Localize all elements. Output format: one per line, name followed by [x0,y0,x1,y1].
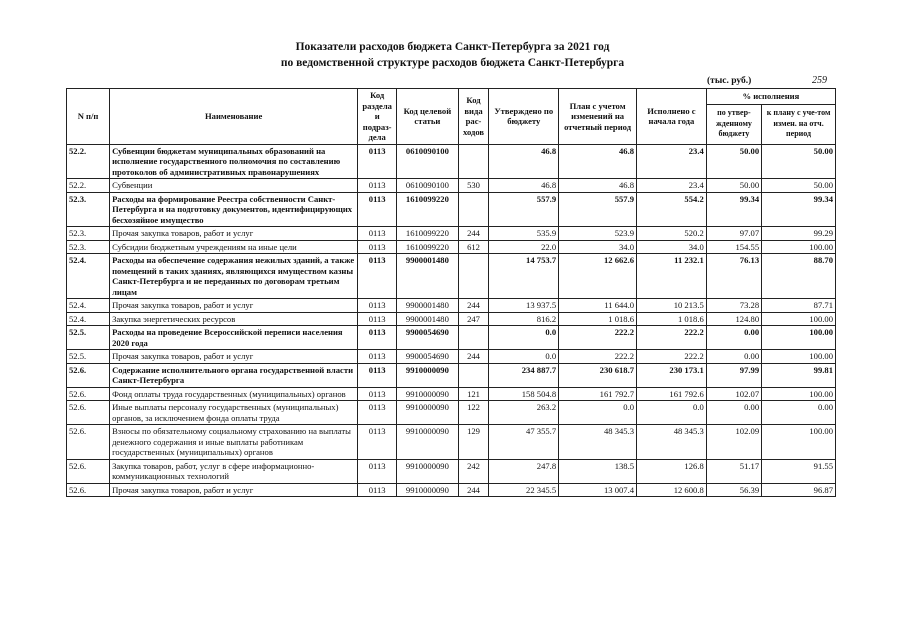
row-num: 52.6. [67,425,110,460]
row-name: Фонд оплаты труда государственных (муниципальных) органов [110,387,358,401]
row-executed: 161 792.6 [637,387,707,401]
row-plan: 222.2 [559,326,637,350]
row-approved: 247.8 [489,459,559,483]
row-type: 121 [458,387,489,401]
row-article: 0610090100 [397,179,459,193]
row-num: 52.4. [67,254,110,299]
row-plan: 161 792.7 [559,387,637,401]
table-row [67,401,836,425]
row-pct-approved: 73.28 [706,299,761,313]
row-type: 242 [458,459,489,483]
row-pct-approved: 0.00 [706,350,761,364]
row-num: 52.4. [67,299,110,313]
row-name: Взносы по обязательному социальному страхованию на выплаты денежного содержания и иные выплаты работникам государственных (муниципальных) органов [110,425,358,460]
row-name: Содержание исполнительного органа государственной власти Санкт-Петербурга [110,363,358,387]
page-title-line2: по ведомственной структуре расходов бюджета Санкт-Петербурга [280,57,625,69]
row-num: 52.5. [67,350,110,364]
row-article: 1610099220 [397,240,459,254]
row-pct-approved: 97.07 [706,227,761,241]
row-approved: 158 504.8 [489,387,559,401]
row-section: 0113 [358,192,397,227]
row-executed: 23.4 [637,144,707,179]
row-pct-approved: 97.99 [706,363,761,387]
row-executed: 23.4 [637,179,707,193]
row-type: 612 [458,240,489,254]
row-pct-approved: 56.39 [706,483,761,497]
col-type-header: Код вида рас-ходов [458,89,489,145]
row-article: 9910000090 [397,459,459,483]
row-num: 52.4. [67,312,110,326]
row-executed: 222.2 [637,350,707,364]
row-name: Расходы на формирование Реестра собственности Санкт-Петербурга и на подготовку документов, идентифицирующих бесхозяйное имущество [110,192,358,227]
row-type: 244 [458,483,489,497]
row-name: Субвенции бюджетам муниципальных образований на исполнение государственного полномочия по составлению протоколов об административных правонарушениях [110,144,358,179]
table-row [67,387,836,401]
row-type: 244 [458,350,489,364]
page-number: 259 [812,75,827,86]
row-pct-plan: 99.34 [762,192,836,227]
row-plan: 1 018.6 [559,312,637,326]
row-plan: 46.8 [559,144,637,179]
row-section: 0113 [358,312,397,326]
row-section: 0113 [358,179,397,193]
row-approved: 22.0 [489,240,559,254]
row-section: 0113 [358,425,397,460]
row-article: 9910000090 [397,483,459,497]
row-pct-approved: 154.55 [706,240,761,254]
col-plan-header: План с учетом изменений на отчетный период [559,89,637,145]
row-article: 1610099220 [397,227,459,241]
row-approved: 0.0 [489,350,559,364]
row-num: 52.2. [67,179,110,193]
col-executed-header: Исполнено с начала года [637,89,707,145]
row-pct-approved: 102.07 [706,387,761,401]
header-row-1 [67,89,836,105]
row-pct-plan: 100.00 [762,425,836,460]
row-article: 9910000090 [397,425,459,460]
row-executed: 520.2 [637,227,707,241]
row-type: 530 [458,179,489,193]
row-pct-approved: 76.13 [706,254,761,299]
table-row [67,240,836,254]
row-section: 0113 [358,227,397,241]
table-row [67,459,836,483]
row-name: Прочая закупка товаров, работ и услуг [110,483,358,497]
row-pct-plan: 99.81 [762,363,836,387]
row-num: 52.6. [67,401,110,425]
row-name: Закупка товаров, работ, услуг в сфере информационно-коммуникационных технологий [110,459,358,483]
row-pct-plan: 100.00 [762,326,836,350]
expenditure-table [66,88,836,497]
col-article-header: Код целевой статьи [397,89,459,145]
row-section: 0113 [358,387,397,401]
row-section: 0113 [358,299,397,313]
row-name: Расходы на проведение Всероссийской переписи населения 2020 года [110,326,358,350]
row-pct-approved: 0.00 [706,401,761,425]
row-pct-approved: 50.00 [706,144,761,179]
row-pct-plan: 91.55 [762,459,836,483]
row-num: 52.3. [67,192,110,227]
row-num: 52.6. [67,363,110,387]
table-row [67,350,836,364]
row-section: 0113 [358,363,397,387]
row-name: Субсидии бюджетным учреждениям на иные цели [110,240,358,254]
row-num: 52.6. [67,459,110,483]
row-plan: 523.9 [559,227,637,241]
row-plan: 13 007.4 [559,483,637,497]
row-type [458,326,489,350]
row-plan: 0.0 [559,401,637,425]
row-approved: 46.8 [489,179,559,193]
row-pct-plan: 88.70 [762,254,836,299]
row-plan: 11 644.0 [559,299,637,313]
row-type: 129 [458,425,489,460]
table-row [67,144,836,179]
col-approved-header: Утверждено по бюджету [489,89,559,145]
table-row [67,227,836,241]
row-plan: 222.2 [559,350,637,364]
row-name: Иные выплаты персоналу государственных (муниципальных) органов, за исключением фонда оплаты труда [110,401,358,425]
row-executed: 1 018.6 [637,312,707,326]
row-executed: 222.2 [637,326,707,350]
row-plan: 138.5 [559,459,637,483]
row-article: 9900001480 [397,312,459,326]
row-article: 9910000090 [397,363,459,387]
row-pct-approved: 102.09 [706,425,761,460]
row-section: 0113 [358,144,397,179]
row-pct-plan: 100.00 [762,387,836,401]
row-name: Субвенции [110,179,358,193]
row-approved: 47 355.7 [489,425,559,460]
row-section: 0113 [358,401,397,425]
table-row [67,363,836,387]
row-pct-approved: 124.80 [706,312,761,326]
row-article: 1610099220 [397,192,459,227]
row-executed: 230 173.1 [637,363,707,387]
col-pct-plan-header: к плану с уче-том измен. на отч. период [762,104,836,144]
row-plan: 12 662.6 [559,254,637,299]
units-label: (тыс. руб.) [707,76,752,86]
row-pct-approved: 0.00 [706,326,761,350]
row-pct-approved: 51.17 [706,459,761,483]
row-pct-plan: 87.71 [762,299,836,313]
row-name: Закупка энергетических ресурсов [110,312,358,326]
page-title-line1: Показатели расходов бюджета Санкт-Петербурга за 2021 год [295,41,610,53]
row-section: 0113 [358,459,397,483]
table-row [67,312,836,326]
row-name: Прочая закупка товаров, работ и услуг [110,227,358,241]
row-name: Прочая закупка товаров, работ и услуг [110,299,358,313]
table-row [67,299,836,313]
row-approved: 535.9 [489,227,559,241]
row-type: 122 [458,401,489,425]
row-approved: 14 753.7 [489,254,559,299]
row-pct-plan: 0.00 [762,401,836,425]
row-executed: 34.0 [637,240,707,254]
row-executed: 0.0 [637,401,707,425]
row-section: 0113 [358,240,397,254]
row-section: 0113 [358,350,397,364]
row-plan: 48 345.3 [559,425,637,460]
row-pct-approved: 99.34 [706,192,761,227]
row-type [458,254,489,299]
col-pct-approved-header: по утвер-жденному бюджету [706,104,761,144]
row-pct-plan: 100.00 [762,350,836,364]
row-article: 9910000090 [397,401,459,425]
row-plan: 34.0 [559,240,637,254]
row-executed: 48 345.3 [637,425,707,460]
row-num: 52.6. [67,483,110,497]
row-approved: 22 345.5 [489,483,559,497]
row-executed: 11 232.1 [637,254,707,299]
row-type [458,363,489,387]
row-type: 247 [458,312,489,326]
col-num-header: N п/п [67,89,110,145]
row-plan: 230 618.7 [559,363,637,387]
row-approved: 557.9 [489,192,559,227]
row-pct-plan: 50.00 [762,144,836,179]
row-article: 9900054690 [397,326,459,350]
row-num: 52.6. [67,387,110,401]
row-name: Прочая закупка товаров, работ и услуг [110,350,358,364]
row-plan: 46.8 [559,179,637,193]
row-type [458,192,489,227]
row-type: 244 [458,299,489,313]
row-approved: 0.0 [489,326,559,350]
row-executed: 126.8 [637,459,707,483]
row-article: 9900001480 [397,299,459,313]
table-row [67,179,836,193]
table-row [67,326,836,350]
table-row [67,254,836,299]
row-pct-plan: 99.29 [762,227,836,241]
row-num: 52.3. [67,227,110,241]
row-num: 52.3. [67,240,110,254]
row-approved: 46.8 [489,144,559,179]
table-row [67,483,836,497]
row-name: Расходы на обеспечение содержания нежилых зданий, а также помещений в таких зданиях, являющихся имуществом казны Санкт-Петербурга и не переданных по договорам третьим лицам [110,254,358,299]
row-article: 9910000090 [397,387,459,401]
row-type [458,144,489,179]
row-article: 0610090100 [397,144,459,179]
row-approved: 234 887.7 [489,363,559,387]
row-pct-approved: 50.00 [706,179,761,193]
table-row [67,192,836,227]
row-article: 9900001480 [397,254,459,299]
row-section: 0113 [358,254,397,299]
col-name-header: Наименование [110,89,358,145]
row-approved: 263.2 [489,401,559,425]
row-approved: 816.2 [489,312,559,326]
col-pct-group-header: % исполнения [706,89,835,105]
row-section: 0113 [358,326,397,350]
table-row [67,425,836,460]
row-pct-plan: 100.00 [762,240,836,254]
row-plan: 557.9 [559,192,637,227]
row-approved: 13 937.5 [489,299,559,313]
row-article: 9900054690 [397,350,459,364]
row-executed: 10 213.5 [637,299,707,313]
row-num: 52.5. [67,326,110,350]
row-pct-plan: 96.87 [762,483,836,497]
row-executed: 554.2 [637,192,707,227]
row-section: 0113 [358,483,397,497]
row-pct-plan: 100.00 [762,312,836,326]
row-pct-plan: 50.00 [762,179,836,193]
row-type: 244 [458,227,489,241]
row-executed: 12 600.8 [637,483,707,497]
col-section-header: Код раздела и подраз-дела [358,89,397,145]
row-num: 52.2. [67,144,110,179]
